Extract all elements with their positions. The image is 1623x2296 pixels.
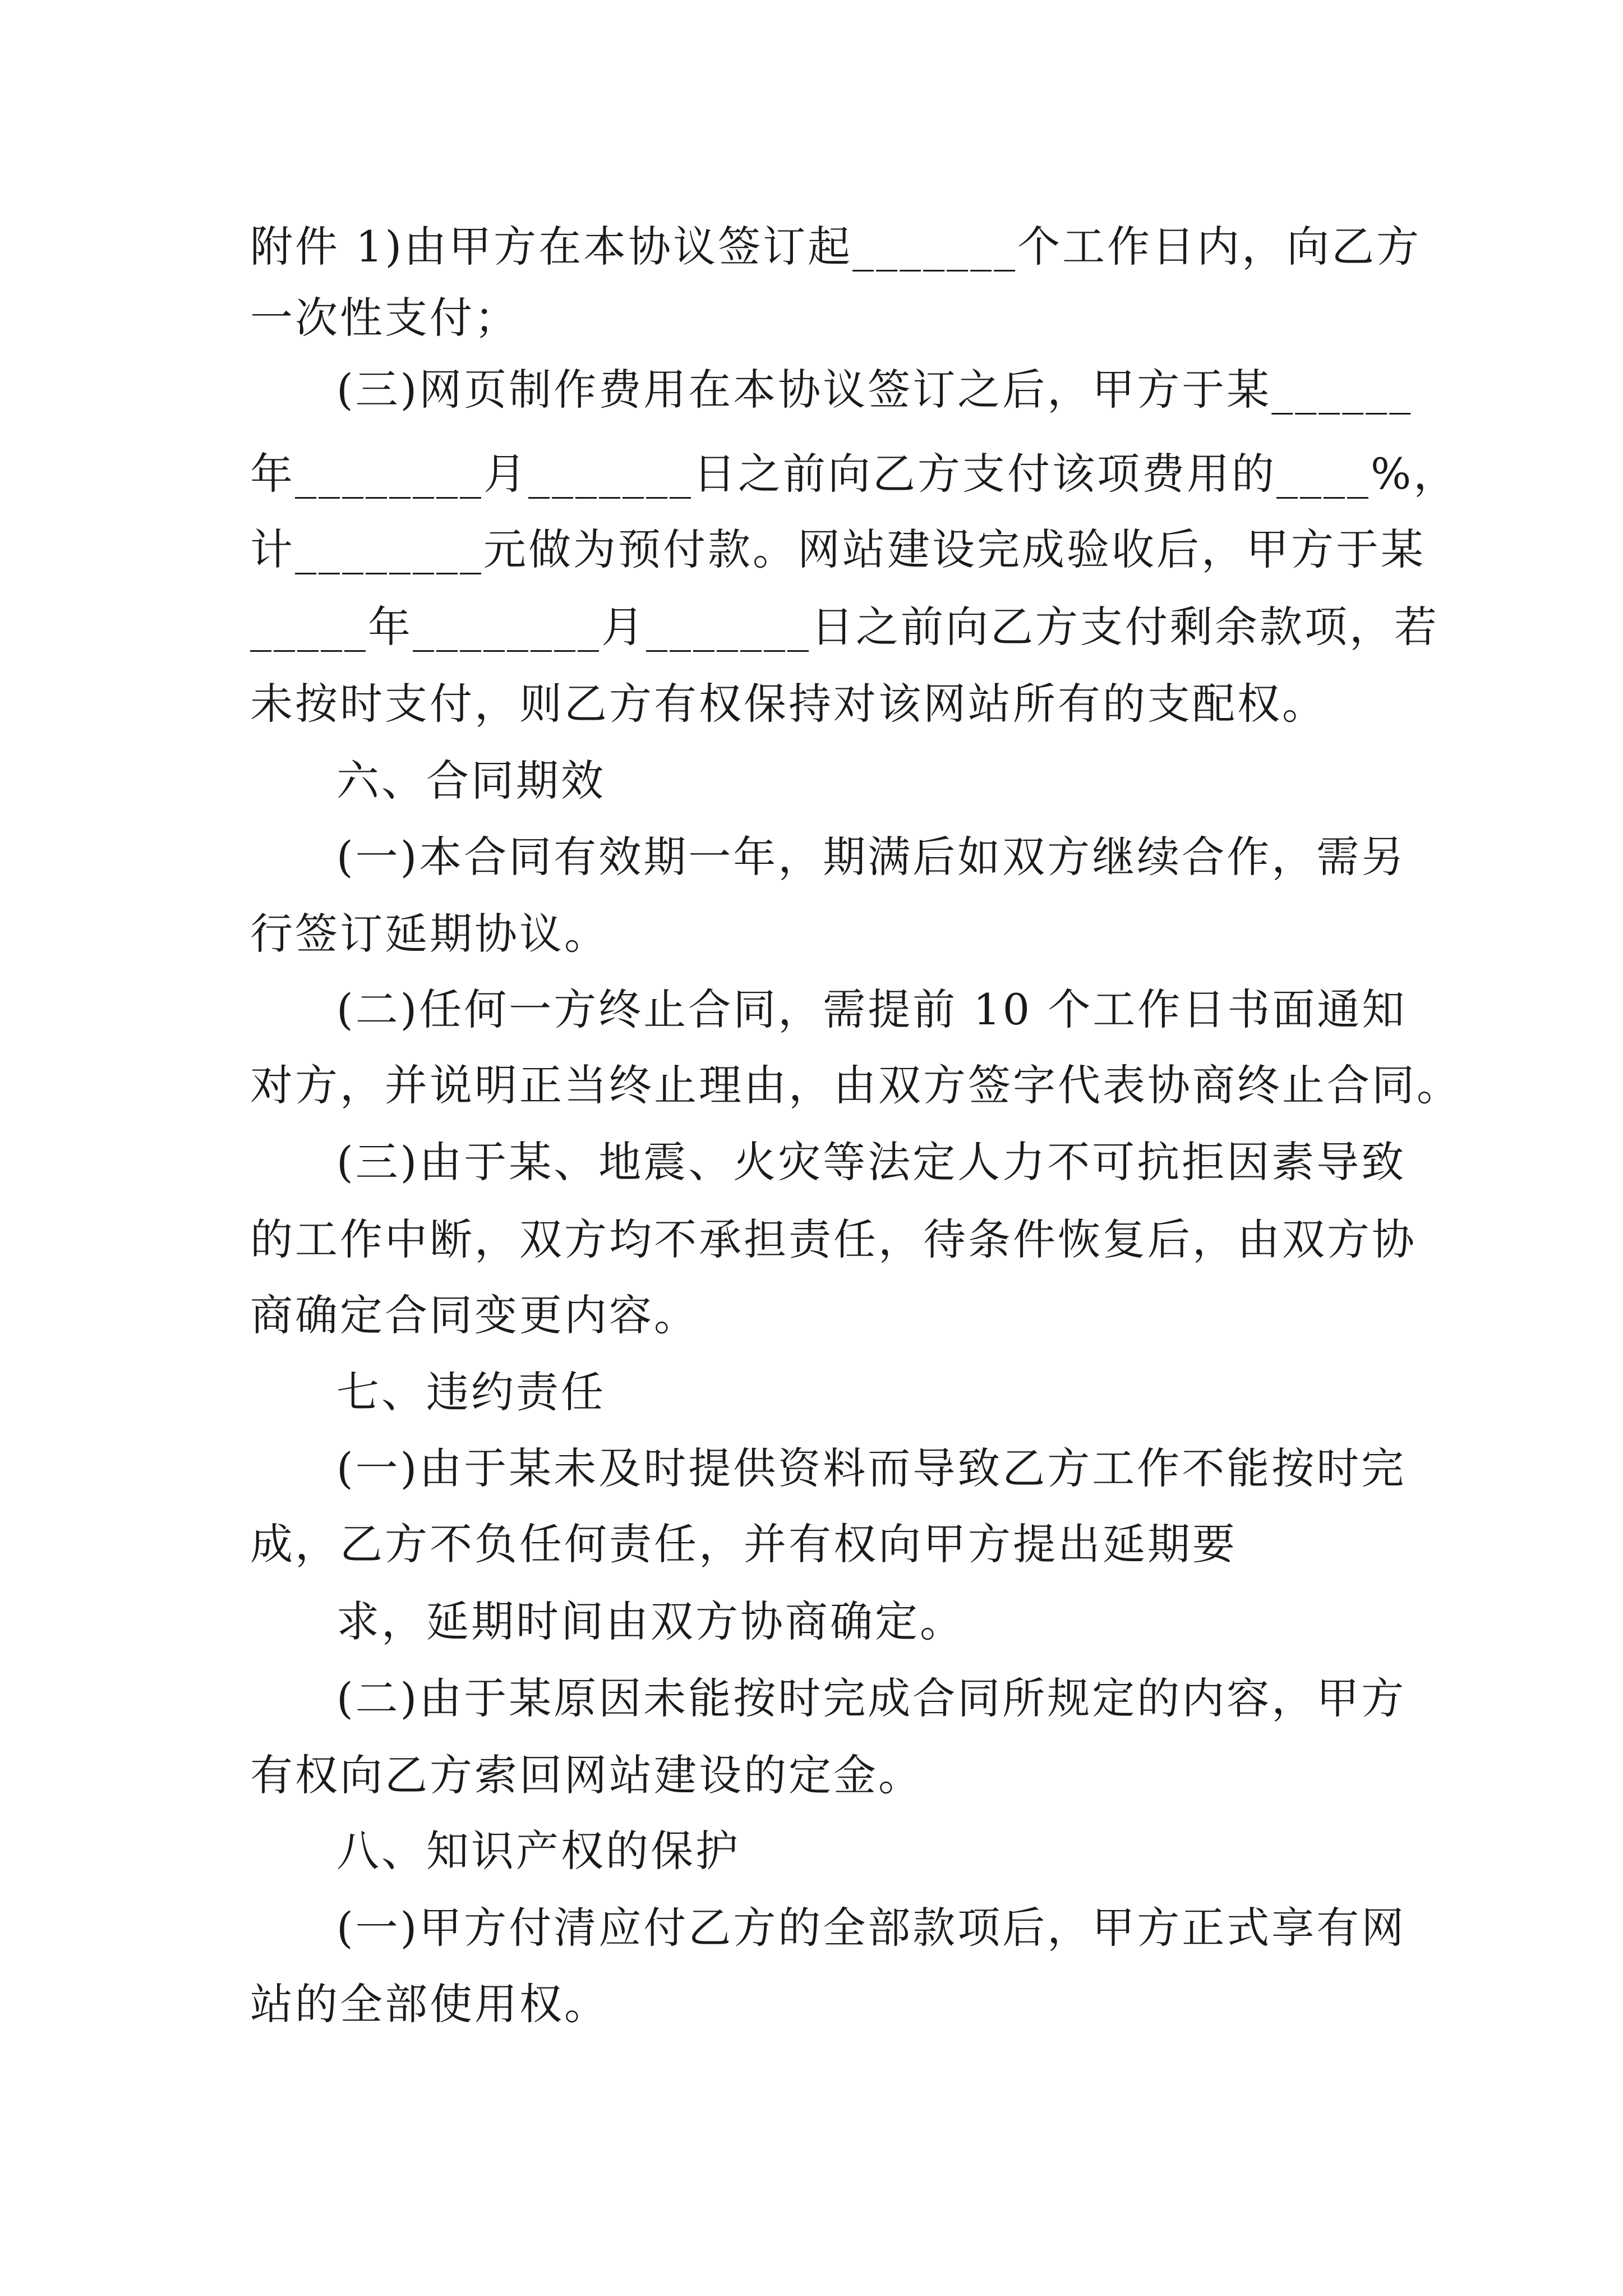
text-line: 的工作中断，双方均不承担责任，待条件恢复后，由双方协	[250, 1214, 1417, 1264]
text-line: 计________元做为预付款。网站建设完成验收后，甲方于某	[250, 524, 1426, 574]
text-line: (一)由于某未及时提供资料而导致乙方工作不能按时完	[336, 1443, 1407, 1493]
text-line: (二)由于某原因未能按时完成合同所规定的内容，甲方	[336, 1673, 1407, 1723]
section-heading: 七、违约责任	[336, 1367, 606, 1417]
section-heading: 八、知识产权的保护	[336, 1826, 740, 1876]
text-line: 求，延期时间由双方协商确定。	[336, 1596, 965, 1646]
text-line: (二)任何一方终止合同，需提前 10 个工作日书面通知	[336, 984, 1407, 1034]
text-line: 商确定合同变更内容。	[250, 1290, 699, 1340]
text-line: 未按时支付，则乙方有权保持对该网站所有的支配权。	[250, 679, 1327, 729]
text-line: (一)甲方付清应付乙方的全部款项后，甲方正式享有网	[336, 1903, 1407, 1953]
text-line: 站的全部使用权。	[250, 1979, 609, 2029]
text-line: (三)由于某、地震、火灾等法定人力不可抗拒因素导致	[336, 1137, 1407, 1187]
text-line: 行签订延期协议。	[250, 909, 609, 959]
text-line: (三)网页制作费用在本协议签订之后，甲方于某______	[336, 365, 1413, 415]
text-line: 有权向乙方索回网站建设的定金。	[250, 1750, 923, 1800]
text-line: 附件 1)由甲方在本协议签订起_______个工作日内，向乙方	[250, 222, 1422, 272]
text-line: 一次性支付；	[250, 293, 519, 343]
text-line: (一)本合同有效期一年，期满后如双方继续合作，需另	[336, 832, 1407, 882]
text-line: 成，乙方不负任何责任，并有权向甲方提出延期要	[250, 1519, 1237, 1569]
text-line: 对方，并说明正当终止理由，由双方签字代表协商终止合同。	[250, 1060, 1461, 1110]
section-heading: 六、合同期效	[336, 756, 606, 806]
text-line: _____年________月_______日之前向乙方支付剩余款项，若	[250, 602, 1439, 652]
text-line: 年________月_______日之前向乙方支付该项费用的____%，	[250, 449, 1459, 499]
